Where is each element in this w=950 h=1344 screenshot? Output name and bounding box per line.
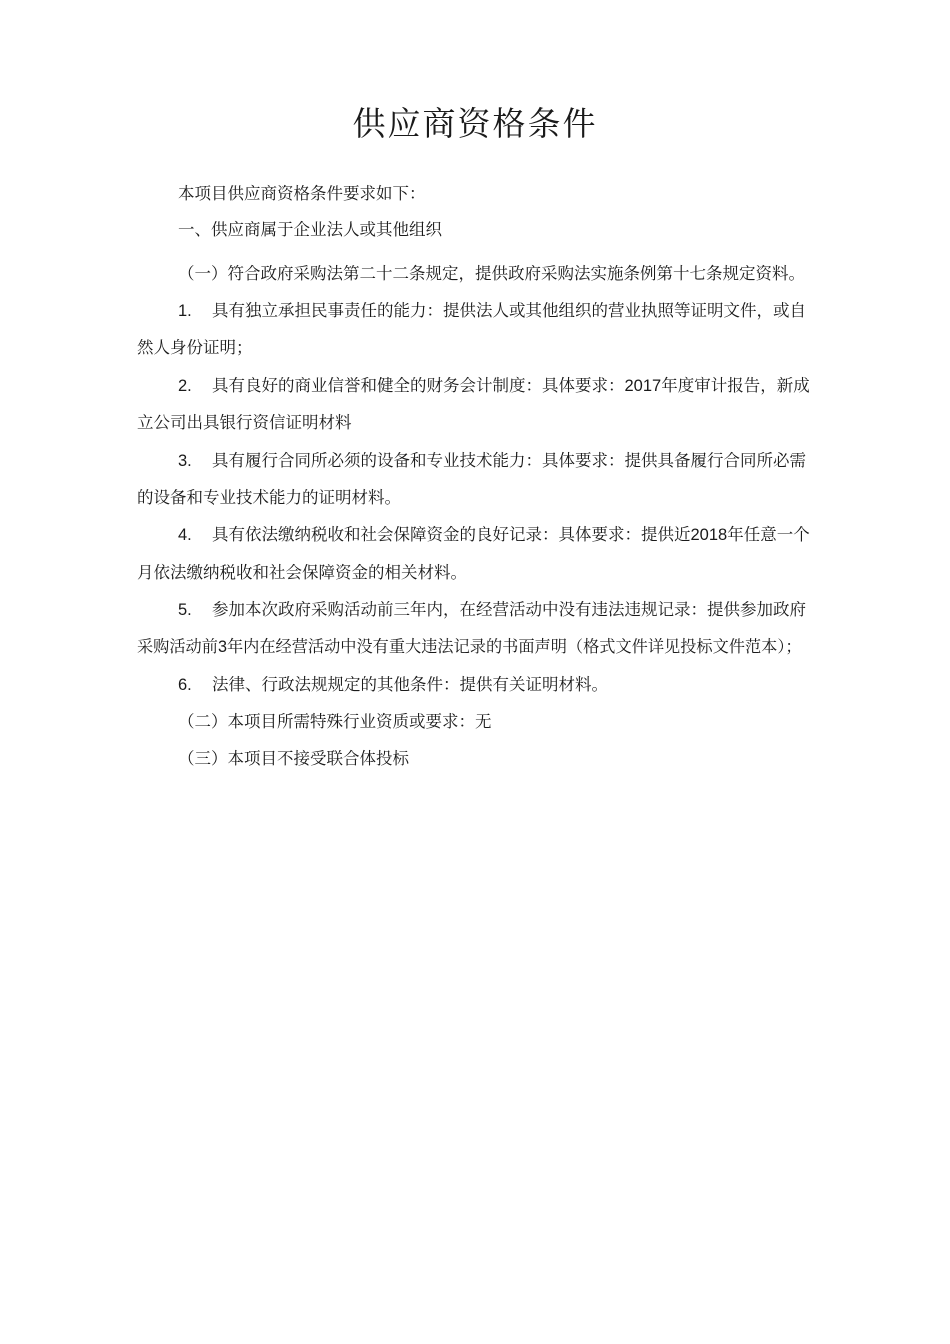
list-item-text: 参加本次政府采购活动前三年内，在经营活动中没有违法违规记录：提供参加政府 [212, 600, 806, 619]
intro-paragraph: 本项目供应商资格条件要求如下： [178, 184, 426, 203]
year-value: 2018 [690, 526, 728, 544]
list-item-number: 6. [178, 676, 192, 694]
list-item-1-continuation: 然人身份证明； [137, 338, 253, 357]
list-item-text: 年内在经营活动中没有重大违法记录的书面声明（格式文件详见投标文件范本）； [226, 637, 802, 656]
subsection-2: （二）本项目所需特殊行业资质或要求：无 [178, 712, 492, 731]
list-item-2 [178, 374, 810, 398]
list-item-text: 年任意一个 [727, 525, 810, 544]
list-item-text: 具有履行合同所必须的设备和专业技术能力：具体要求：提供具备履行合同所必需 [212, 451, 806, 470]
list-item-text: 法律、行政法规规定的其他条件：提供有关证明材料。 [212, 675, 608, 694]
list-item-4 [178, 523, 810, 547]
list-item-4-continuation: 月依法缴纳税收和社会保障资金的相关材料。 [137, 563, 467, 582]
list-item-text: 年度审计报告，新成 [661, 376, 810, 395]
list-item-5 [178, 598, 806, 622]
list-item-5-continuation [137, 635, 802, 659]
list-item-text: 具有依法缴纳税收和社会保障资金的良好记录：具体要求：提供近 [212, 525, 691, 544]
list-item-text: 采购活动前 [137, 637, 218, 656]
document-title: 供应商资格条件 [352, 104, 598, 143]
list-item-number: 5. [178, 601, 192, 619]
list-item-number: 1. [178, 302, 192, 320]
number-value: 3 [217, 638, 227, 656]
year-value: 2017 [624, 377, 662, 395]
list-item-number: 3. [178, 452, 192, 470]
list-item-3-continuation: 的设备和专业技术能力的证明材料。 [137, 488, 401, 507]
list-item-3 [178, 449, 806, 473]
subsection-1: （一）符合政府采购法第二十二条规定，提供政府采购法实施条例第十七条规定资料。 [178, 264, 805, 283]
list-item-1 [178, 299, 806, 323]
list-item-text: 具有良好的商业信誉和健全的财务会计制度：具体要求： [212, 376, 625, 395]
list-item-2-continuation: 立公司出具银行资信证明材料 [137, 413, 352, 432]
subsection-3: （三）本项目不接受联合体投标 [178, 749, 409, 768]
list-item-number: 4. [178, 526, 192, 544]
section-heading-1: 一、供应商属于企业法人或其他组织 [178, 220, 442, 239]
list-item-number: 2. [178, 377, 192, 395]
list-item-6 [178, 673, 608, 697]
list-item-text: 具有独立承担民事责任的能力：提供法人或其他组织的营业执照等证明文件，或自 [212, 301, 806, 320]
